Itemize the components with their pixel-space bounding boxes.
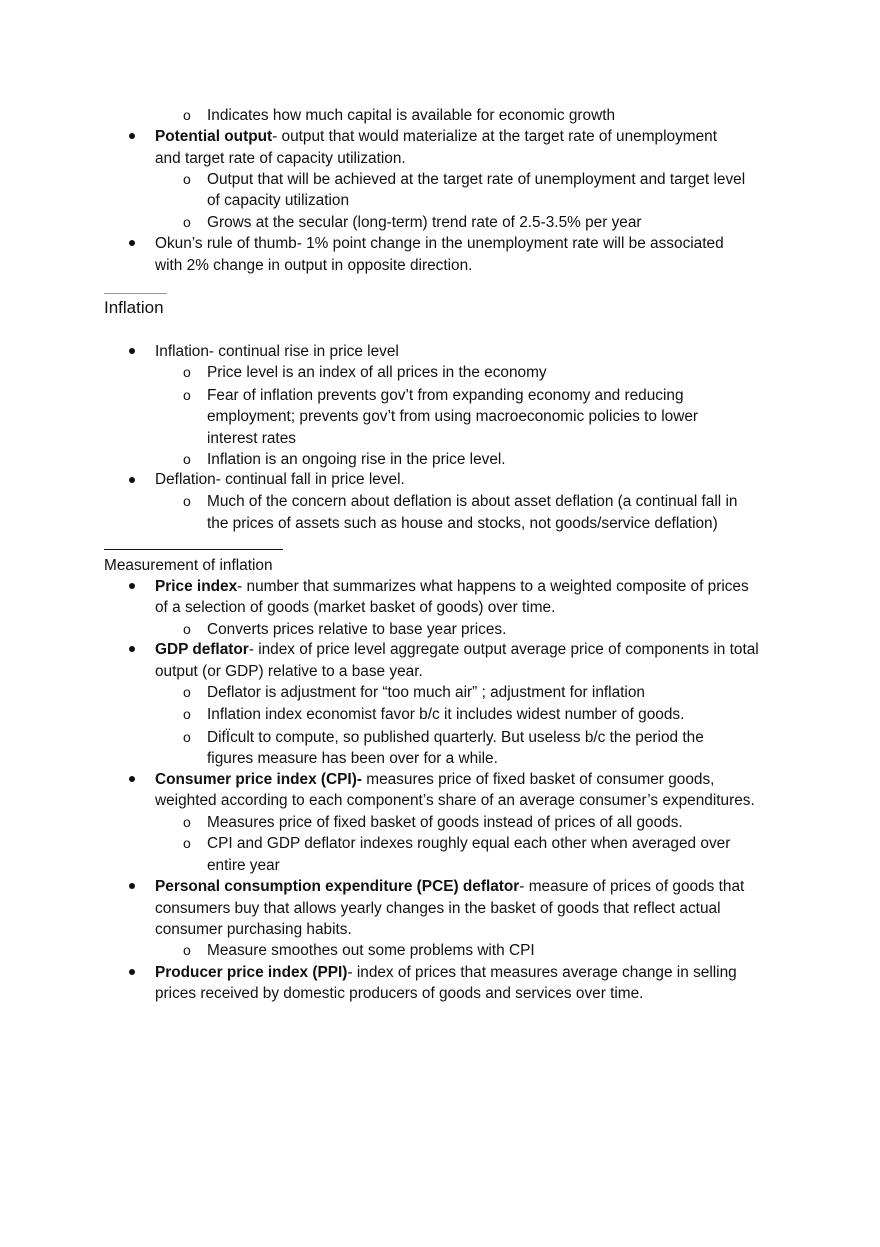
list-item: Indicates how much capital is available for economic growth	[207, 107, 616, 124]
bullet	[129, 776, 135, 782]
list-item	[155, 576, 749, 597]
definition: - index of price level aggregate output average price of components in total	[248, 641, 759, 658]
list-item: Inflation index economist favor b/c it includes widest number of goods.	[207, 706, 685, 723]
list-item-continuation: consumers buy that allows yearly changes in the basket of goods that reflect actual	[155, 900, 721, 917]
list-item-continuation: output (or GDP) relative to a base year.	[155, 663, 423, 680]
list-item: Inflation- continual rise in price level	[155, 343, 399, 360]
bullet	[129, 348, 135, 354]
sub-bullet: o	[183, 835, 191, 851]
list-item: Inflation is an ongoing rise in the price level.	[207, 451, 506, 468]
definition: measures price of fixed basket of consumer goods,	[361, 771, 715, 788]
list-item-continuation: and target rate of capacity utilization.	[155, 150, 406, 167]
sub-bullet: o	[183, 214, 191, 230]
list-item: Deflation- continual fall in price level.	[155, 471, 405, 488]
term: Potential output	[155, 128, 273, 145]
definition: - number that summarizes what happens to a weighted composite of prices	[237, 578, 749, 595]
definition: - output that would materialize at the target rate of unemployment	[272, 128, 717, 145]
list-item-continuation: employment; prevents gov’t from using macroeconomic policies to lower	[207, 408, 698, 425]
sub-bullet: o	[183, 684, 191, 700]
term: Price index	[155, 578, 238, 595]
definition: - index of prices that measures average change in selling	[347, 964, 737, 981]
sub-bullet: o	[183, 729, 191, 745]
list-item-continuation: of capacity utilization	[207, 192, 350, 209]
list-item: Much of the concern about deflation is about asset deflation (a continual fall in	[207, 493, 738, 510]
term: Producer price index (PPI)	[155, 964, 348, 981]
list-item	[155, 639, 759, 660]
heading-rule	[104, 549, 283, 550]
sub-bullet: o	[183, 814, 191, 830]
sub-bullet: o	[183, 621, 191, 637]
term: Consumer price index (CPI)-	[155, 771, 362, 788]
list-item	[155, 769, 714, 790]
list-item-continuation: of a selection of goods (market basket of goods) over time.	[155, 599, 556, 616]
list-item: Price level is an index of all prices in the economy	[207, 364, 547, 381]
list-item: Grows at the secular (long-term) trend rate of 2.5-3.5% per year	[207, 214, 642, 231]
sub-bullet: o	[183, 706, 191, 722]
sub-bullet: o	[183, 387, 191, 403]
list-item-continuation: entire year	[207, 857, 280, 874]
bullet	[129, 883, 135, 889]
definition: - measure of prices of goods that	[519, 878, 745, 895]
section-heading: Inflation	[104, 298, 164, 317]
list-item	[155, 876, 744, 897]
bullet	[129, 583, 135, 589]
sub-bullet: o	[183, 171, 191, 187]
list-item: Measure smoothes out some problems with CPI	[207, 942, 535, 959]
heading-rule	[104, 293, 167, 294]
list-item: Okun’s rule of thumb- 1% point change in the unemployment rate will be associated	[155, 235, 724, 252]
term: GDP deflator	[155, 641, 249, 658]
section-heading: Measurement of inflation	[104, 557, 273, 574]
sub-bullet: o	[183, 451, 191, 467]
sub-bullet: o	[183, 493, 191, 509]
list-item-continuation: figures measure has been over for a while.	[207, 750, 498, 767]
list-item-continuation: prices received by domestic producers of goods and services over time.	[155, 985, 644, 1002]
list-item: Converts prices relative to base year prices.	[207, 621, 507, 638]
list-item-continuation: the prices of assets such as house and stocks, not goods/service deflation)	[207, 515, 718, 532]
list-item: CPI and GDP deflator indexes roughly equal each other when averaged over	[207, 835, 731, 852]
bullet	[129, 969, 135, 975]
list-item: Fear of inflation prevents gov’t from expanding economy and reducing	[207, 387, 684, 404]
list-item	[155, 962, 737, 983]
sub-bullet: o	[183, 942, 191, 958]
list-item: DifÏcult to compute, so published quarterly. But useless b/c the period the	[207, 729, 704, 746]
list-item	[155, 126, 717, 147]
list-item: Measures price of fixed basket of goods instead of prices of all goods.	[207, 814, 683, 831]
list-item-continuation: with 2% change in output in opposite direction.	[155, 257, 473, 274]
list-item: Output that will be achieved at the target rate of unemployment and target level	[207, 171, 746, 188]
list-item: Deflator is adjustment for “too much air” ; adjustment for inflation	[207, 684, 645, 701]
bullet	[129, 133, 135, 139]
term: Personal consumption expenditure (PCE) deflator	[155, 878, 520, 895]
list-item-continuation: interest rates	[207, 430, 296, 447]
sub-bullet: o	[183, 107, 191, 123]
bullet	[129, 240, 135, 246]
sub-bullet: o	[183, 364, 191, 380]
list-item-continuation: weighted according to each component’s share of an average consumer’s expenditures.	[155, 792, 755, 809]
bullet	[129, 646, 135, 652]
bullet	[129, 477, 135, 483]
list-item-continuation: consumer purchasing habits.	[155, 921, 352, 938]
